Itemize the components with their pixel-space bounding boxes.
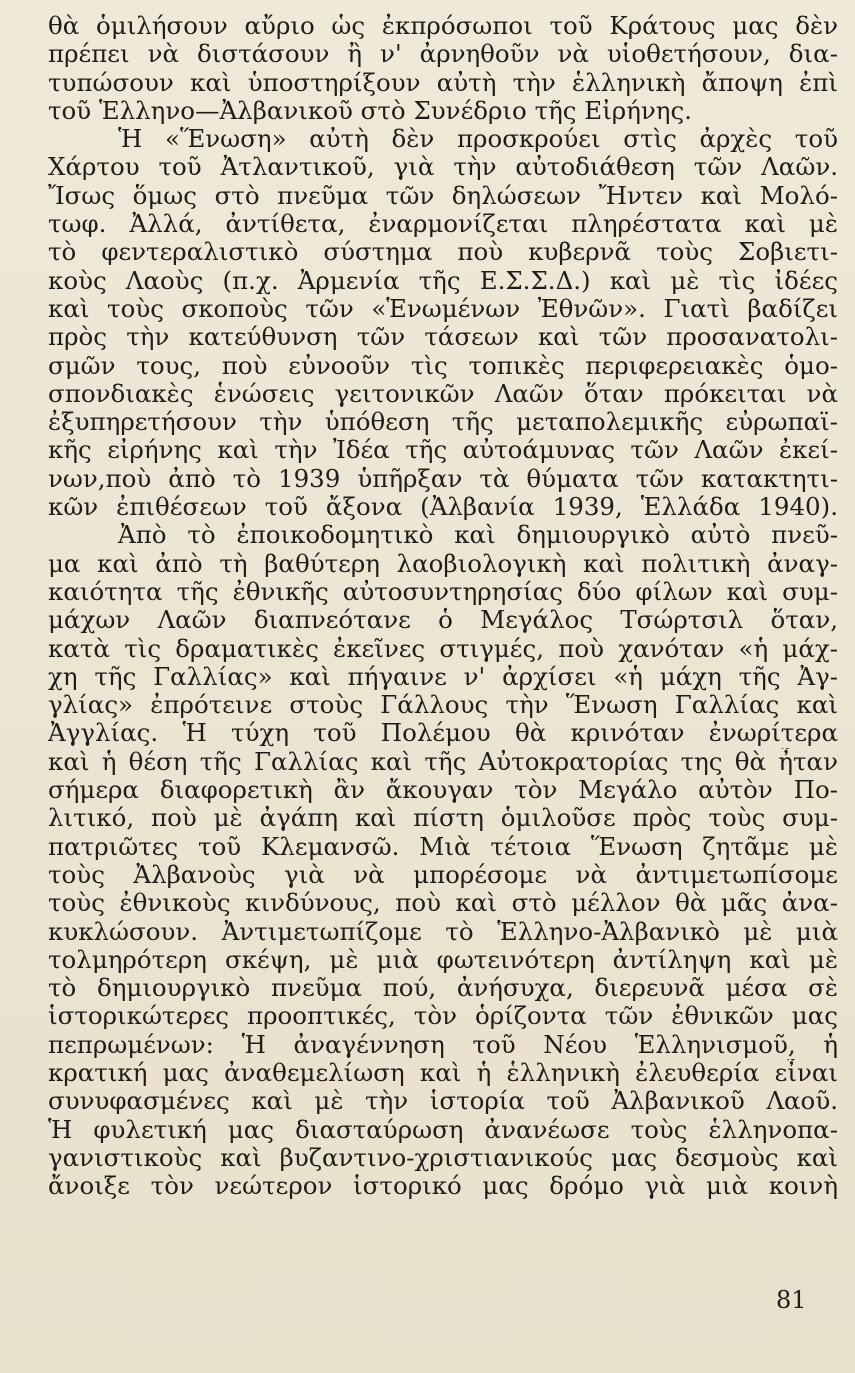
text-line: πεπρωμένων: Ἡ ἀναγέννηση τοῦ Νέου Ἑλληνισμοῦ, ἡ [48,1030,838,1059]
text-line: ἐξυπηρετήσουν τὴν ὑπόθεση τῆς μεταπολεμικῆς εὐρωπαϊ- [48,408,838,437]
text-line: τὸ φεντεραλιστικὸ σύστημα ποὺ κυβερνᾶ τοὺς Σοβιετι- [48,238,838,267]
text-line: τοῦ Ἑλληνο—Ἀλβανικοῦ στὸ Συνέδριο τῆς Εἰρήνης. [48,96,692,125]
paragraph-start-line: Ἡ «Ἕνωση» αὐτὴ δὲν προσκρούει στὶς ἀρχὲς τοῦ [118,125,838,154]
text-line: πρὸς τὴν κατεύθυνση τῶν τάσεων καὶ τῶν προσανατολι- [48,323,838,352]
text-line: νων,ποὺ ἀπὸ τὸ 1939 ὑπῆρξαν τὰ θύματα τῶν κατακτητι- [48,464,838,493]
text-line: κρατική μας ἀναθεμελίωση καὶ ἡ ἑλληνικὴ ἐλευθερία εἶναι [48,1058,838,1087]
text-line: καὶ τοὺς σκοποὺς τῶν «Ἑνωμένων Ἐθνῶν». Γιατὶ βαδίζει [48,294,838,323]
text-line: κῆς εἰρήνης καὶ τὴν Ἰδέα τῆς αὐτοάμυνας τῶν Λαῶν ἐκεί- [48,436,838,465]
text-line: Χάρτου τοῦ Ἀτλαντικοῦ, γιὰ τὴν αὐτοδιάθεση τῶν Λαῶν. [48,153,838,182]
text-line: μα καὶ ἀπὸ τὴ βαθύτερη λαοβιολογικὴ καὶ πολιτικὴ ἀναγ- [48,549,838,578]
text-line: κυκλώσουν. Ἀντιμετωπίζομε τὸ Ἑλληνο-Ἀλβανικὸ μὲ μιὰ [48,917,838,946]
text-line: κοὺς Λαοὺς (π.χ. Ἀρμενία τῆς Ε.Σ.Σ.Δ.) καὶ μὲ τὶς ἰδέες [48,266,838,295]
text-line: τοὺς ἐθνικοὺς κινδύνους, ποὺ καὶ στὸ μέλλον θὰ μᾶς ἀνα- [48,889,838,918]
text-line: μάχων Λαῶν διαπνεότανε ὁ Μεγάλος Τσώρτσιλ ὅταν, [48,606,838,635]
text-line: ἄνοιξε τὸν νεώτερον ἱστορικό μας δρόμο γιὰ μιὰ κοινὴ [48,1172,838,1201]
text-line: γλίας» ἐπρότεινε στοὺς Γάλλους τὴν Ἕνωση Γαλλίας καὶ [48,691,838,720]
text-line: λιτικό, ποὺ μὲ ἀγάπη καὶ πίστη ὁμιλοῦσε πρὸς τοὺς συμ- [48,804,838,833]
text-line: πατριῶτες τοῦ Κλεμανσῶ. Μιὰ τέτοια Ἕνωση ζητᾶμε μὲ [48,832,838,861]
text-line: σπονδιακὲς ἑνώσεις γειτονικῶν Λαῶν ὅταν πρόκειται νὰ [48,379,838,408]
text-line: σήμερα διαφορετικὴ ἂν ἄκουγαν τὸν Μεγάλο αὐτὸν Πο- [48,776,838,805]
text-line: τολμηρότερη σκέψη, μὲ μιὰ φωτεινότερη ἀντίληψη καὶ μὲ [48,945,838,974]
text-line: καὶ ἡ θέση τῆς Γαλλίας καὶ τῆς Αὐτοκρατορίας της θὰ ἦταν [48,747,838,776]
text-line: κατὰ τὶς δραματικὲς ἐκεῖνες στιγμές, ποὺ χανόταν «ἡ μάχ- [48,634,838,663]
paragraph-start-line: Ἀπὸ τὸ ἐποικοδομητικὸ καὶ δημιουργικὸ αὐτὸ πνεῦ- [118,521,838,550]
text-line: Ἡ φυλετική μας διασταύρωση ἀνανέωσε τοὺς ἑλληνοπα- [48,1115,838,1144]
text-line: καιότητα τῆς ἐθνικῆς αὐτοσυντηρησίας δύο φίλων καὶ συμ- [48,577,838,606]
text-line: χη τῆς Γαλλίας» καὶ πήγαινε ν' ἀρχίσει «ἡ μάχη τῆς Ἀγ- [48,662,838,691]
text-line: σμῶν τους, ποὺ εὐνοοῦν τὶς τοπικὲς περιφερειακὲς ὁμο- [48,351,838,380]
body-text [48,12,838,1200]
text-line: τὸ δημιουργικὸ πνεῦμα πού, ἀνήσυχα, διερευνᾶ μέσα σὲ [48,974,838,1003]
text-line: θὰ ὁμιλήσουν αὔριο ὡς ἐκπρόσωποι τοῦ Κράτους μας δὲν [48,12,838,40]
text-line: πρέπει νὰ διστάσουν ἢ ν' ἀρνηθοῦν νὰ υἱοθετήσουν, δια- [48,40,838,69]
text-line: τυπώσουν καὶ ὑποστηρίξουν αὐτὴ τὴν ἑλληνικὴ ἄποψη ἐπὶ [48,68,838,97]
text-line: ἱστορικώτερες προοπτικές, τὸν ὁρίζοντα τῶν ἐθνικῶν μας [48,1002,838,1031]
text-line: γανιστικοὺς καὶ βυζαντινο-χριστιανικούς μας δεσμοὺς καὶ [48,1143,838,1172]
text-line: τωφ. Ἀλλά, ἀντίθετα, ἐναρμονίζεται πληρέστατα καὶ μὲ [48,210,838,239]
text-line: τοὺς Ἀλβανοὺς γιὰ νὰ μπορέσομε νὰ ἀντιμετωπίσομε [48,860,838,889]
text-line: συνυφασμένες καὶ μὲ τὴν ἱστορία τοῦ Ἀλβανικοῦ Λαοῦ. [48,1087,838,1116]
text-line: Ἀγγλίας. Ἡ τύχη τοῦ Πολέμου θὰ κρινόταν ἐνωρίτερα [48,719,838,748]
text-line: κῶν ἐπιθέσεων τοῦ ἄξονα (Ἀλβανία 1939, Ἑλλάδα 1940). [48,493,838,522]
page-number: 81 [776,1286,807,1314]
text-line: Ἴσως ὅμως στὸ πνεῦμα τῶν δηλώσεων Ἤντεν καὶ Μολό- [48,181,838,210]
